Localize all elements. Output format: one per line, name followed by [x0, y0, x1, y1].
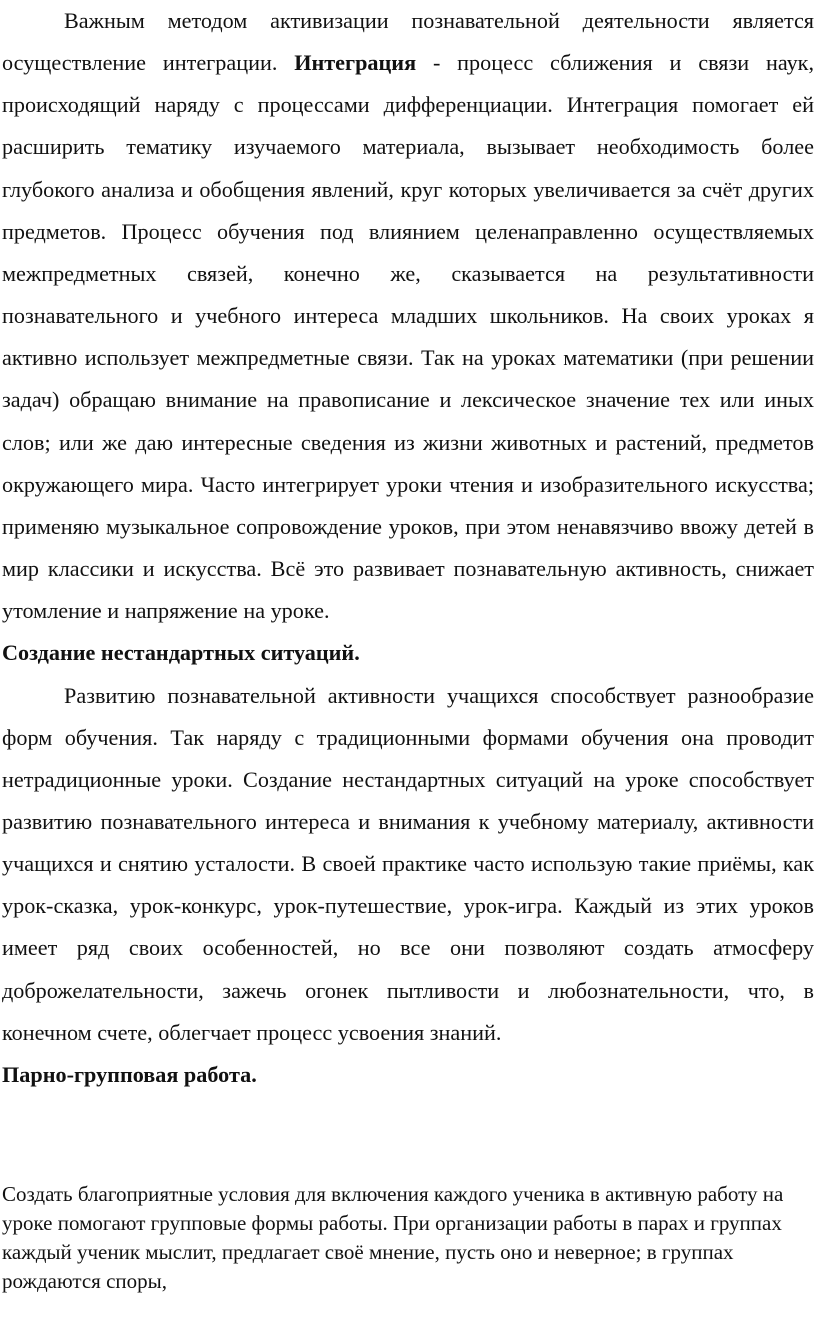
term-integration: Интеграция: [294, 50, 417, 76]
section-heading-nonstandard: Создание нестандартных ситуаций.: [2, 640, 360, 666]
section-heading-group-work: Парно-групповая работа.: [2, 1061, 257, 1087]
paragraph-lead: Важным методом активизации познавательной деятельности является осуществление интеграции.: [2, 8, 814, 76]
main-text-block: [2, 0, 814, 1096]
paragraph-group-work: Создать благоприятные условия для включения каждого ученика в активную работу на уроке помогают групповые формы работы. При организации работы в парах и группах каждый ученик мыслит, предлагает своё мнение, пусть оно и неверное; в группах рождаются споры,: [2, 1182, 784, 1293]
paragraph-nonstandard: Развитию познавательной активности учащихся способствует разнообразие форм обучения. Так наряду с традиционными формами обучения она проводит нетрадиционные уроки. Создание нестандартных ситуаций на уроке способствует развитию познавательного интереса и внимания к учебному материалу, активности учащихся и снятию усталости. В своей практике часто использую такие приёмы, как урок-сказка, урок-конкурс, урок-путешествие, урок-игра. Каждый из этих уроков имеет ряд своих особенностей, но все они позволяют создать атмосферу доброжелательности, зажечь огонек пытливости и любознательности, что, в конечном счете, облегчает процесс усвоения знаний.: [2, 682, 814, 1045]
paragraph-integration: [2, 0, 814, 632]
paragraph-body: - процесс сближения и связи наук, происходящий наряду с процессами дифференциации. Интеграция помогает ей расширить тематику изучаемого материала, вызывает необходимость более глубокого анализа и обобщения явлений, круг которых увеличивается за счёт других предметов. Процесс обучения под влиянием целенаправленно осуществляемых межпредметных связей, конечно же, сказывается на результативности познавательного и учебного интереса младших школьников. На своих уроках я активно использует межпредметные связи. Так на уроках математики (при решении задач) обращаю внимание на правописание и лексическое значение тех или иных слов; или же даю интересные сведения из жизни животных и растений, предметов окружающего мира. Часто интегрирует уроки чтения и изобразительного искусства; применяю музыкальное сопровождение уроков, при этом ненавязчиво ввожу детей в мир классики и искусства. Всё это развивает познавательную активность, снижает утомление и напряжение на уроке.: [2, 50, 814, 624]
